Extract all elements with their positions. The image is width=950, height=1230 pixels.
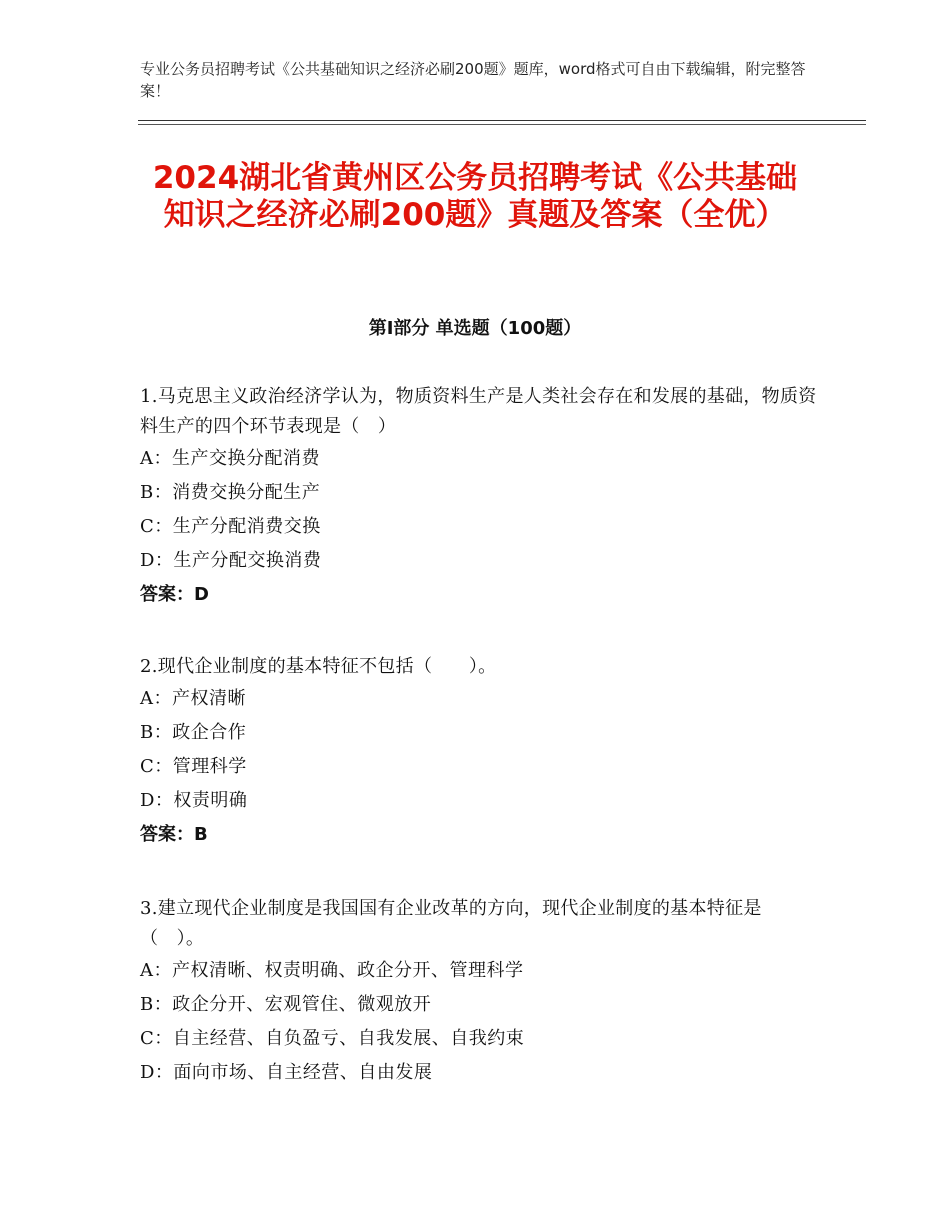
option-d: D：权责明确 xyxy=(140,790,248,811)
option-a: A：产权清晰、权责明确、政企分开、管理科学 xyxy=(140,960,524,981)
option-b: B：政企合作 xyxy=(140,722,247,743)
option-a: A：产权清晰 xyxy=(140,688,246,709)
option-d: D：生产分配交换消费 xyxy=(140,550,322,571)
question-stem: 3.建立现代企业制度是我国国有企业改革的方向，现代企业制度的基本特征是（ ）。 xyxy=(140,898,762,949)
option-b: B：消费交换分配生产 xyxy=(140,482,321,503)
question-stem: 2.现代企业制度的基本特征不包括（ ）。 xyxy=(140,656,497,677)
header-rule-top xyxy=(138,120,866,121)
header-rule-bottom xyxy=(138,124,866,125)
section-heading: 第Ⅰ部分 单选题（100题） xyxy=(368,318,582,339)
question-1 xyxy=(140,382,820,612)
question-2 xyxy=(140,652,820,852)
question-stem: 1.马克思主义政治经济学认为，物质资料生产是人类社会存在和发展的基础，物质资料生产的四个环节表现是（ ） xyxy=(140,386,817,437)
question-3 xyxy=(140,894,820,1090)
header-note: 专业公务员招聘考试《公共基础知识之经济必刷200题》题库，word格式可自由下载编辑，附完整答案！ xyxy=(140,60,806,100)
answer: 答案：B xyxy=(140,824,208,845)
answer: 答案：D xyxy=(140,584,209,605)
option-c: C：管理科学 xyxy=(140,756,247,777)
option-a: A：生产交换分配消费 xyxy=(140,448,320,469)
document-title: 2024湖北省黄州区公务员招聘考试《公共基础知识之经济必刷200题》真题及答案（全优） xyxy=(152,160,798,233)
option-c: C：生产分配消费交换 xyxy=(140,516,321,537)
option-b: B：政企分开、宏观管住、微观放开 xyxy=(140,994,432,1015)
option-d: D：面向市场、自主经营、自由发展 xyxy=(140,1062,433,1083)
option-c: C：自主经营、自负盈亏、自我发展、自我约束 xyxy=(140,1028,525,1049)
